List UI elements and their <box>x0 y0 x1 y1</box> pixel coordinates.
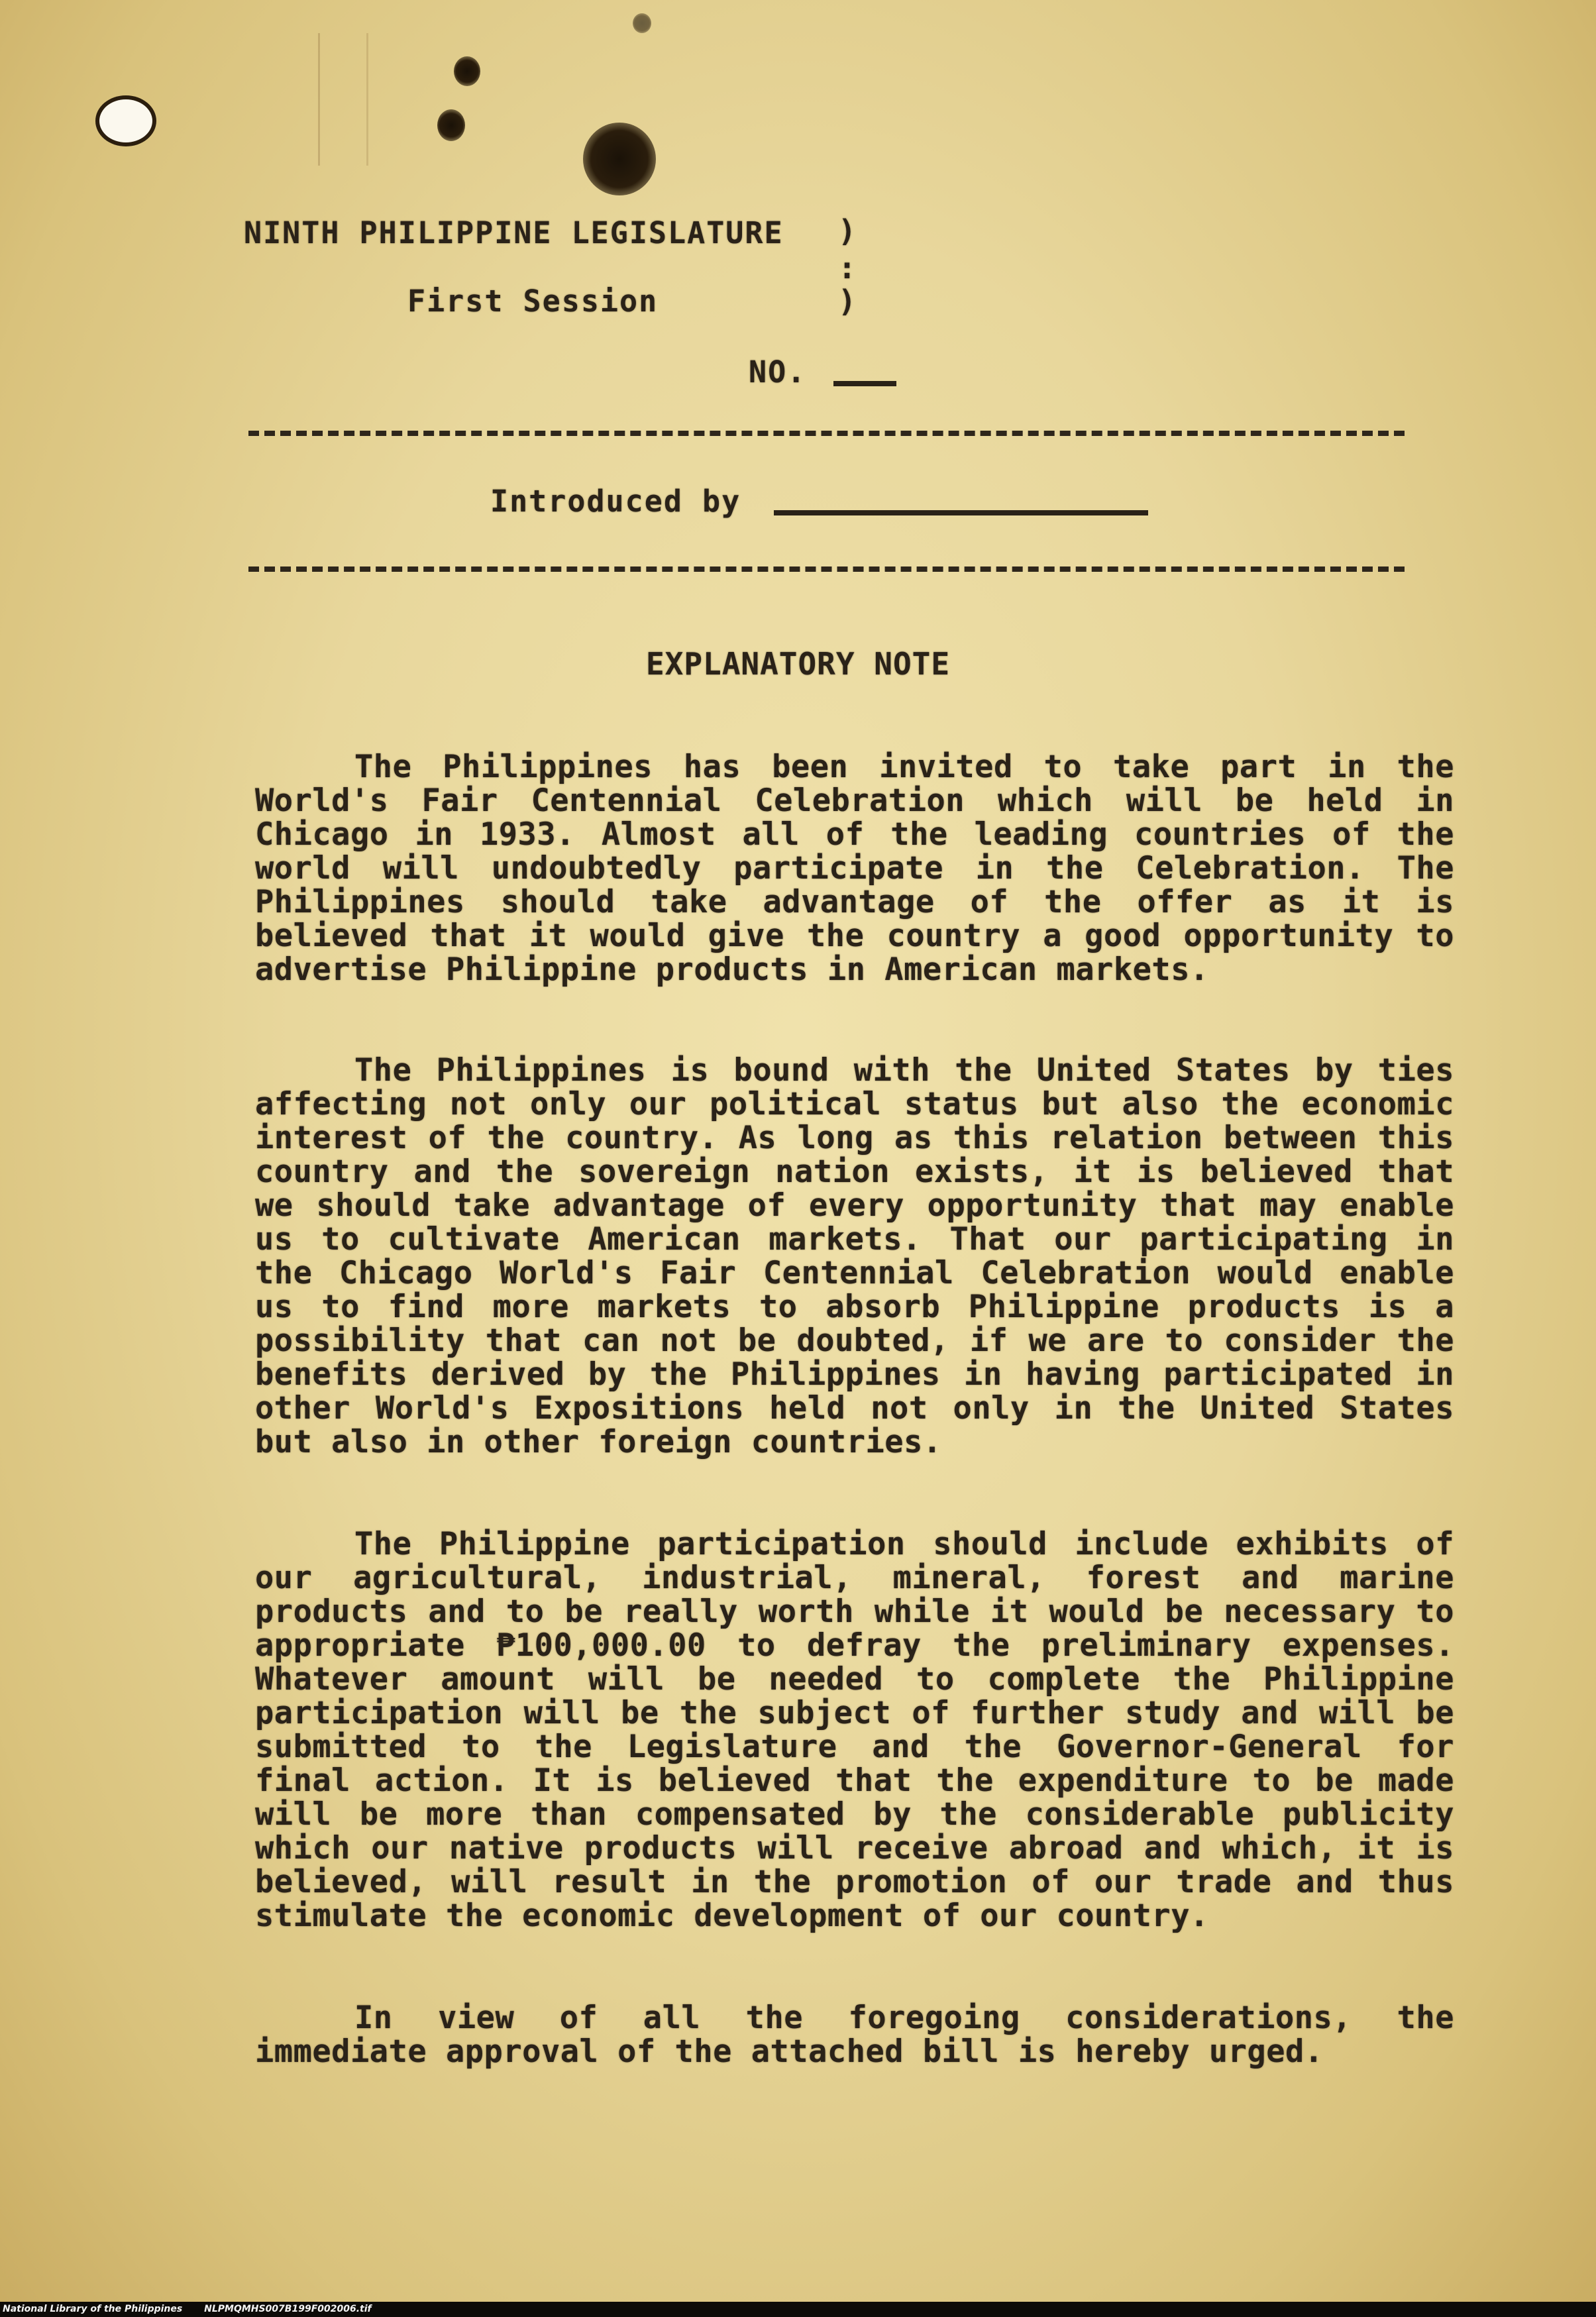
bracket-top: ) <box>838 213 857 248</box>
file-identifier: NLPMQMHS007B199F002006.tif <box>204 2304 372 2314</box>
divider-top <box>248 431 1405 436</box>
paragraph-4: In view of all the foregoing considerations, the immediate approval of the attached bill is hereby urged. <box>255 2000 1454 2070</box>
archive-footer <box>0 2302 1596 2317</box>
paragraph-1: The Philippines has been invited to take part in the World's Fair Centennial Celebration which will be held in Chicago in 1933. Almost all of the leading countries of the world will undoubtedly participate in the Celebration. The Philippines should take advantage of the offer as it is believed that it would give the country a good opportunity to advertise Philippine products in American markets. <box>255 749 1454 988</box>
paragraph-3: The Philippine participation should include exhibits of our agricultural, industrial, mineral, forest and marine products and to be really worth while it would be necessary to appropriate ₱100,000.00 to defray the preliminary expenses. Whatever amount will be needed to complete the Philippine participation will be the subject of further study and will be submitted to the Legislature and the Governor-General for final action. It is believed that the expenditure to be made will be more than compensated by the considerable publicity which our native products will receive abroad and which, it is believed, will result in the promotion of our trade and thus stimulate the economic development of our country. <box>255 1526 1454 1934</box>
number-label: NO. <box>749 354 807 390</box>
ink-stain <box>633 13 651 33</box>
bracket-bottom: ) <box>838 284 857 319</box>
bracket-mid: : <box>838 250 857 286</box>
introduced-by-label: Introduced by <box>490 484 741 519</box>
number-blank <box>833 381 896 386</box>
ink-stain <box>437 109 465 141</box>
document-title: EXPLANATORY NOTE <box>645 646 951 682</box>
library-name: National Library of the Philippines <box>3 2304 183 2314</box>
paragraph-2: The Philippines is bound with the United States by ties affecting not only our political status but also the economic interest of the country. As long as this relation between this country and the sovereign nation exists, it is believed that we should take advantage of every opportunity that may enable us to cultivate American markets. That our participating in the Chicago World's Fair Centennial Celebration would enable us to find more markets to absorb Philippine products is a possibility that can not be doubted, if we are to consider the benefits derived by the Philippines in having participated in other World's Expositions held not only in the United States but also in other foreign countries. <box>255 1052 1454 1460</box>
tape-mark <box>318 33 368 166</box>
divider-bottom <box>248 566 1405 572</box>
introduced-by-blank <box>774 510 1148 515</box>
session-heading: First Session <box>407 284 659 319</box>
legislature-heading: NINTH PHILIPPINE LEGISLATURE <box>244 215 784 250</box>
ink-stain <box>583 123 656 195</box>
punch-hole <box>99 99 152 142</box>
ink-stain <box>454 56 480 86</box>
